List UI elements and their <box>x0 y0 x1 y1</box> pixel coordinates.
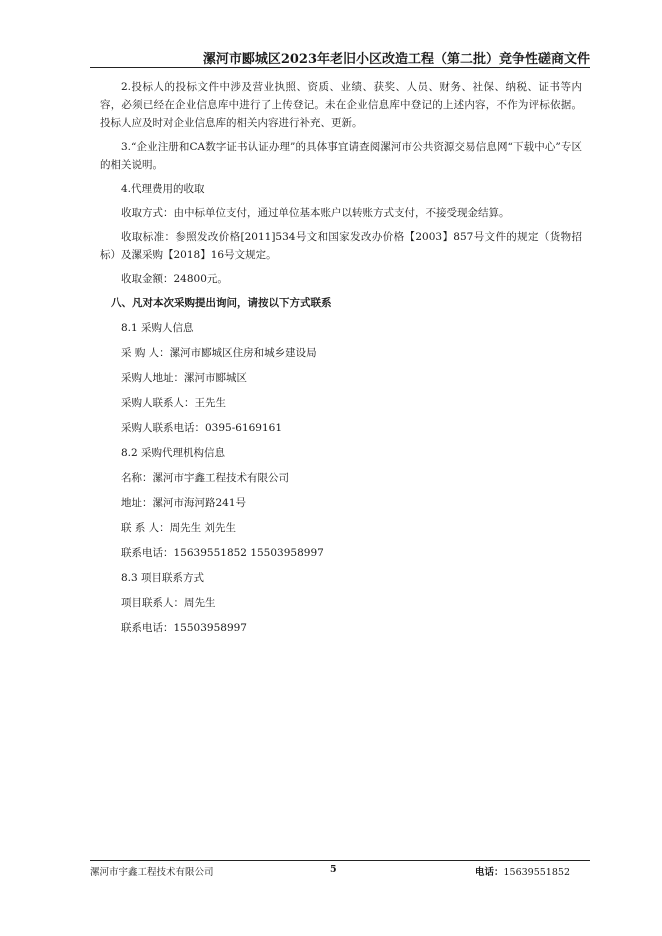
agency-contact-person: 联 系 人：周先生 刘先生 <box>121 522 237 534</box>
footer-rule <box>90 860 590 861</box>
project-phone: 联系电话：15503958997 <box>121 622 247 634</box>
purchaser-name: 采 购 人：漯河市郾城区住房和城乡建设局 <box>121 347 317 359</box>
footer-phone-label: 电话： <box>474 867 504 878</box>
paragraph-fee-method: 收取方式：由中标单位支付，通过单位基本账户以转账方式支付，不接受现金结算。 <box>121 207 510 219</box>
project-contact-person: 项目联系人：周先生 <box>121 597 216 609</box>
header-rule <box>90 67 590 68</box>
paragraph-fee-amount: 收取金额：24800元。 <box>121 273 228 285</box>
paragraph-fee-standard: 收取标准：参照发改价格[2011]534号文和国家发改办价格【2003】857号文件的规定（货物招标）及漯采购【2018】16号文规定。 <box>100 231 582 261</box>
page-footer <box>90 864 590 878</box>
agency-name: 名称：漯河市宇鑫工程技术有限公司 <box>121 472 289 484</box>
agency-phone: 联系电话：15639551852 15503958997 <box>121 547 324 559</box>
purchaser-address: 采购人地址：漯河市郾城区 <box>121 372 247 384</box>
document-header-title: 漯河市郾城区2023年老旧小区改造工程（第二批）竞争性磋商文件 <box>202 52 590 67</box>
paragraph-agency-fee-title: 4.代理费用的收取 <box>121 183 205 195</box>
footer-company: 漯河市宇鑫工程技术有限公司 <box>90 867 214 878</box>
footer-phone-number: 15639551852 <box>503 867 570 878</box>
subsection-purchaser-info: 8.1 采购人信息 <box>121 322 194 334</box>
paragraph-ca-certificate: 3.“企业注册和CA数字证书认证办理”的具体事宜请查阅漯河市公共资源交易信息网“下载中心”专区的相关说明。 <box>100 141 582 171</box>
purchaser-contact-person: 采购人联系人：王先生 <box>121 397 226 409</box>
paragraph-enterprise-info: 2.投标人的投标文件中涉及营业执照、资质、业绩、获奖、人员、财务、社保、纳税、证书等内容，必须已经在企业信息库中进行了上传登记。未在企业信息库中登记的上述内容，不作为评标依据。投标人应及时对企业信息库的相关内容进行补充、更新。 <box>100 81 582 129</box>
section-heading-contact: 八、凡对本次采购提出询问，请按以下方式联系 <box>111 297 332 309</box>
purchaser-phone: 采购人联系电话：0395-6169161 <box>121 422 283 434</box>
document-body <box>100 78 582 637</box>
page-number: 5 <box>330 864 337 875</box>
subsection-project-contact: 8.3 项目联系方式 <box>121 572 205 584</box>
subsection-agency-info: 8.2 采购代理机构信息 <box>121 447 226 459</box>
footer-phone <box>475 864 570 878</box>
agency-address: 地址：漯河市海河路241号 <box>121 497 247 509</box>
